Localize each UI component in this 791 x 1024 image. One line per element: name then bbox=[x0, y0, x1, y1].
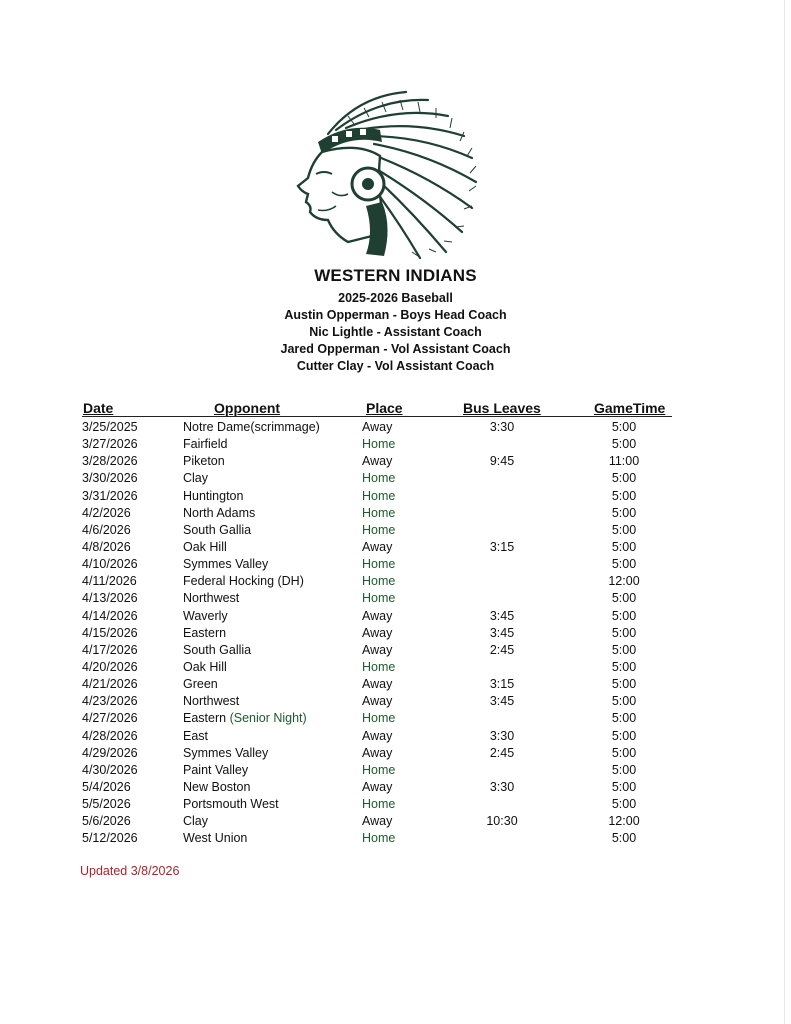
date-cell: 5/6/2026 bbox=[82, 814, 131, 829]
game-time-cell: 5:00 bbox=[611, 694, 637, 709]
column-header-game-time: GameTime bbox=[594, 400, 666, 416]
place-cell: Home bbox=[362, 711, 396, 726]
bus-leaves-cell: 3:15 bbox=[489, 539, 515, 554]
opponent-cell: South Gallia bbox=[183, 642, 252, 657]
place-cell: Away bbox=[362, 539, 393, 554]
table-row bbox=[0, 643, 791, 660]
opponent-cell: Piketon bbox=[183, 454, 225, 469]
bus-leaves-cell: 3:30 bbox=[489, 420, 515, 434]
table-row bbox=[0, 797, 791, 814]
game-time-cell: 5:00 bbox=[611, 659, 637, 674]
table-row bbox=[0, 540, 791, 557]
bus-leaves-cell: 3:30 bbox=[489, 779, 515, 794]
opponent-cell: New Boston bbox=[183, 779, 251, 794]
column-header-place: Place bbox=[366, 400, 403, 416]
game-time-cell: 5:00 bbox=[611, 677, 637, 692]
opponent-cell: Northwest bbox=[183, 694, 240, 709]
opponent-cell: Portsmouth West bbox=[183, 797, 279, 812]
game-time-cell: 12:00 bbox=[608, 574, 640, 589]
opponent-cell bbox=[183, 711, 307, 725]
place-cell: Away bbox=[362, 608, 393, 623]
place-cell: Home bbox=[362, 762, 396, 777]
place-cell: Away bbox=[362, 677, 393, 692]
table-row bbox=[0, 574, 791, 591]
game-time-cell: 5:00 bbox=[611, 711, 637, 726]
opponent-cell: Clay bbox=[183, 814, 209, 829]
game-time-cell: 5:00 bbox=[611, 745, 637, 760]
date-cell: 5/12/2026 bbox=[82, 831, 138, 846]
game-time-cell: 5:00 bbox=[611, 539, 637, 554]
date-cell: 4/29/2026 bbox=[82, 745, 138, 760]
game-time-cell: 5:00 bbox=[611, 642, 637, 657]
opponent-cell: East bbox=[183, 728, 209, 743]
vol-assistant-coach-line-2: Cutter Clay - Vol Assistant Coach bbox=[296, 359, 495, 373]
opponent-cell: West Union bbox=[183, 831, 248, 846]
date-cell: 4/10/2026 bbox=[82, 557, 138, 572]
date-cell: 3/27/2026 bbox=[82, 437, 138, 452]
game-time-cell: 5:00 bbox=[611, 728, 637, 743]
table-row bbox=[0, 471, 791, 488]
place-cell: Away bbox=[362, 625, 393, 640]
place-cell: Home bbox=[362, 471, 396, 486]
date-cell: 4/15/2026 bbox=[82, 625, 138, 640]
place-cell: Away bbox=[362, 454, 393, 469]
place-cell: Away bbox=[362, 642, 393, 657]
opponent-cell: Notre Dame(scrimmage) bbox=[183, 420, 320, 434]
opponent-cell: Oak Hill bbox=[183, 659, 227, 674]
date-cell: 4/14/2026 bbox=[82, 608, 138, 623]
opponent-name: Eastern bbox=[183, 711, 227, 726]
opponent-cell: Federal Hocking (DH) bbox=[183, 574, 304, 589]
game-time-cell: 5:00 bbox=[611, 831, 637, 846]
place-cell: Away bbox=[362, 420, 393, 434]
table-row bbox=[0, 523, 791, 540]
place-cell: Home bbox=[362, 437, 396, 452]
date-cell: 4/8/2026 bbox=[82, 539, 131, 554]
place-cell: Away bbox=[362, 814, 393, 829]
game-time-cell: 5:00 bbox=[611, 437, 637, 452]
table-row bbox=[0, 746, 791, 763]
table-row bbox=[0, 437, 791, 454]
bus-leaves-cell: 3:30 bbox=[489, 728, 515, 743]
season-line: 2025-2026 Baseball bbox=[338, 291, 453, 305]
date-cell: 4/6/2026 bbox=[82, 522, 131, 537]
game-time-cell: 5:00 bbox=[611, 505, 637, 520]
table-row bbox=[0, 814, 791, 831]
game-time-cell: 5:00 bbox=[611, 522, 637, 537]
table-row bbox=[0, 506, 791, 523]
table-row bbox=[0, 557, 791, 574]
game-time-cell: 11:00 bbox=[608, 454, 640, 469]
date-cell: 3/28/2026 bbox=[82, 454, 138, 469]
game-time-cell: 5:00 bbox=[611, 471, 637, 486]
game-time-cell: 5:00 bbox=[611, 762, 637, 777]
scan-edge bbox=[784, 0, 785, 1024]
table-row bbox=[0, 831, 791, 848]
date-cell: 4/30/2026 bbox=[82, 762, 138, 777]
date-cell: 4/21/2026 bbox=[82, 677, 138, 692]
date-cell: 4/23/2026 bbox=[82, 694, 138, 709]
place-cell: Home bbox=[362, 659, 396, 674]
opponent-cell: Fairfield bbox=[183, 437, 228, 452]
opponent-cell: Symmes Valley bbox=[183, 745, 269, 760]
vol-assistant-coach-line-1: Jared Opperman - Vol Assistant Coach bbox=[280, 342, 511, 356]
date-cell: 4/2/2026 bbox=[82, 505, 131, 520]
date-cell: 4/17/2026 bbox=[82, 642, 138, 657]
table-row bbox=[0, 454, 791, 471]
table-row bbox=[0, 591, 791, 608]
schedule-table bbox=[0, 420, 791, 849]
date-cell: 3/25/2025 bbox=[82, 420, 138, 434]
table-row bbox=[0, 677, 791, 694]
date-cell: 4/20/2026 bbox=[82, 659, 138, 674]
date-cell: 4/27/2026 bbox=[82, 711, 138, 726]
table-row bbox=[0, 660, 791, 677]
table-row bbox=[0, 694, 791, 711]
place-cell: Home bbox=[362, 488, 396, 503]
place-cell: Home bbox=[362, 522, 396, 537]
senior-night-note: (Senior Night) bbox=[229, 711, 307, 726]
bus-leaves-cell: 3:15 bbox=[489, 677, 515, 692]
column-header-opponent: Opponent bbox=[214, 400, 281, 416]
bus-leaves-cell: 9:45 bbox=[489, 454, 515, 469]
opponent-cell: North Adams bbox=[183, 505, 256, 520]
place-cell: Home bbox=[362, 591, 396, 606]
place-cell: Home bbox=[362, 557, 396, 572]
bus-leaves-cell: 3:45 bbox=[489, 608, 515, 623]
date-cell: 3/30/2026 bbox=[82, 471, 138, 486]
date-cell: 4/11/2026 bbox=[82, 574, 137, 589]
bus-leaves-cell: 2:45 bbox=[489, 745, 515, 760]
place-cell: Home bbox=[362, 574, 396, 589]
game-time-cell: 5:00 bbox=[611, 591, 637, 606]
opponent-cell: South Gallia bbox=[183, 522, 252, 537]
date-cell: 3/31/2026 bbox=[82, 488, 138, 503]
place-cell: Home bbox=[362, 505, 396, 520]
head-coach-line: Austin Opperman - Boys Head Coach bbox=[284, 308, 507, 322]
bus-leaves-cell: 10:30 bbox=[486, 814, 518, 829]
game-time-cell: 5:00 bbox=[611, 608, 637, 623]
game-time-cell: 5:00 bbox=[611, 779, 637, 794]
table-row bbox=[0, 489, 791, 506]
column-header-bus-leaves: Bus Leaves bbox=[463, 400, 541, 416]
game-time-cell: 5:00 bbox=[611, 797, 637, 812]
opponent-cell: Oak Hill bbox=[183, 539, 227, 554]
bus-leaves-cell: 3:45 bbox=[489, 625, 515, 640]
place-cell: Home bbox=[362, 797, 396, 812]
opponent-cell: Green bbox=[183, 677, 218, 692]
date-cell: 4/13/2026 bbox=[82, 591, 138, 606]
table-row bbox=[0, 763, 791, 780]
date-cell: 5/5/2026 bbox=[82, 797, 131, 812]
game-time-cell: 5:00 bbox=[611, 488, 637, 503]
place-cell: Away bbox=[362, 779, 393, 794]
updated-date: Updated 3/8/2026 bbox=[80, 864, 180, 878]
place-cell: Home bbox=[362, 831, 396, 846]
game-time-cell: 12:00 bbox=[608, 814, 640, 829]
bus-leaves-cell: 2:45 bbox=[489, 642, 515, 657]
table-row bbox=[0, 729, 791, 746]
opponent-cell: Clay bbox=[183, 471, 209, 486]
assistant-coach-line: Nic Lightle - Assistant Coach bbox=[309, 325, 482, 339]
table-row bbox=[0, 609, 791, 626]
table-row bbox=[0, 780, 791, 797]
opponent-cell: Paint Valley bbox=[183, 762, 249, 777]
column-header-date: Date bbox=[83, 400, 114, 416]
indian-chief-headdress-logo-icon bbox=[288, 86, 484, 262]
place-cell: Away bbox=[362, 694, 393, 709]
bus-leaves-cell: 3:45 bbox=[489, 694, 515, 709]
table-row bbox=[0, 420, 791, 437]
date-cell: 4/28/2026 bbox=[82, 728, 138, 743]
team-title: WESTERN INDIANS bbox=[314, 266, 477, 285]
opponent-cell: Northwest bbox=[183, 591, 240, 606]
game-time-cell: 5:00 bbox=[611, 557, 637, 572]
game-time-cell: 5:00 bbox=[611, 420, 637, 434]
date-cell: 5/4/2026 bbox=[82, 779, 131, 794]
place-cell: Away bbox=[362, 728, 393, 743]
opponent-cell: Waverly bbox=[183, 608, 228, 623]
table-row bbox=[0, 711, 791, 728]
place-cell: Away bbox=[362, 745, 393, 760]
header-rule bbox=[82, 416, 672, 417]
opponent-cell: Eastern bbox=[183, 625, 227, 640]
game-time-cell: 5:00 bbox=[611, 625, 637, 640]
opponent-cell: Symmes Valley bbox=[183, 557, 269, 572]
schedule-header bbox=[0, 266, 791, 375]
opponent-cell: Huntington bbox=[183, 488, 244, 503]
table-row bbox=[0, 626, 791, 643]
